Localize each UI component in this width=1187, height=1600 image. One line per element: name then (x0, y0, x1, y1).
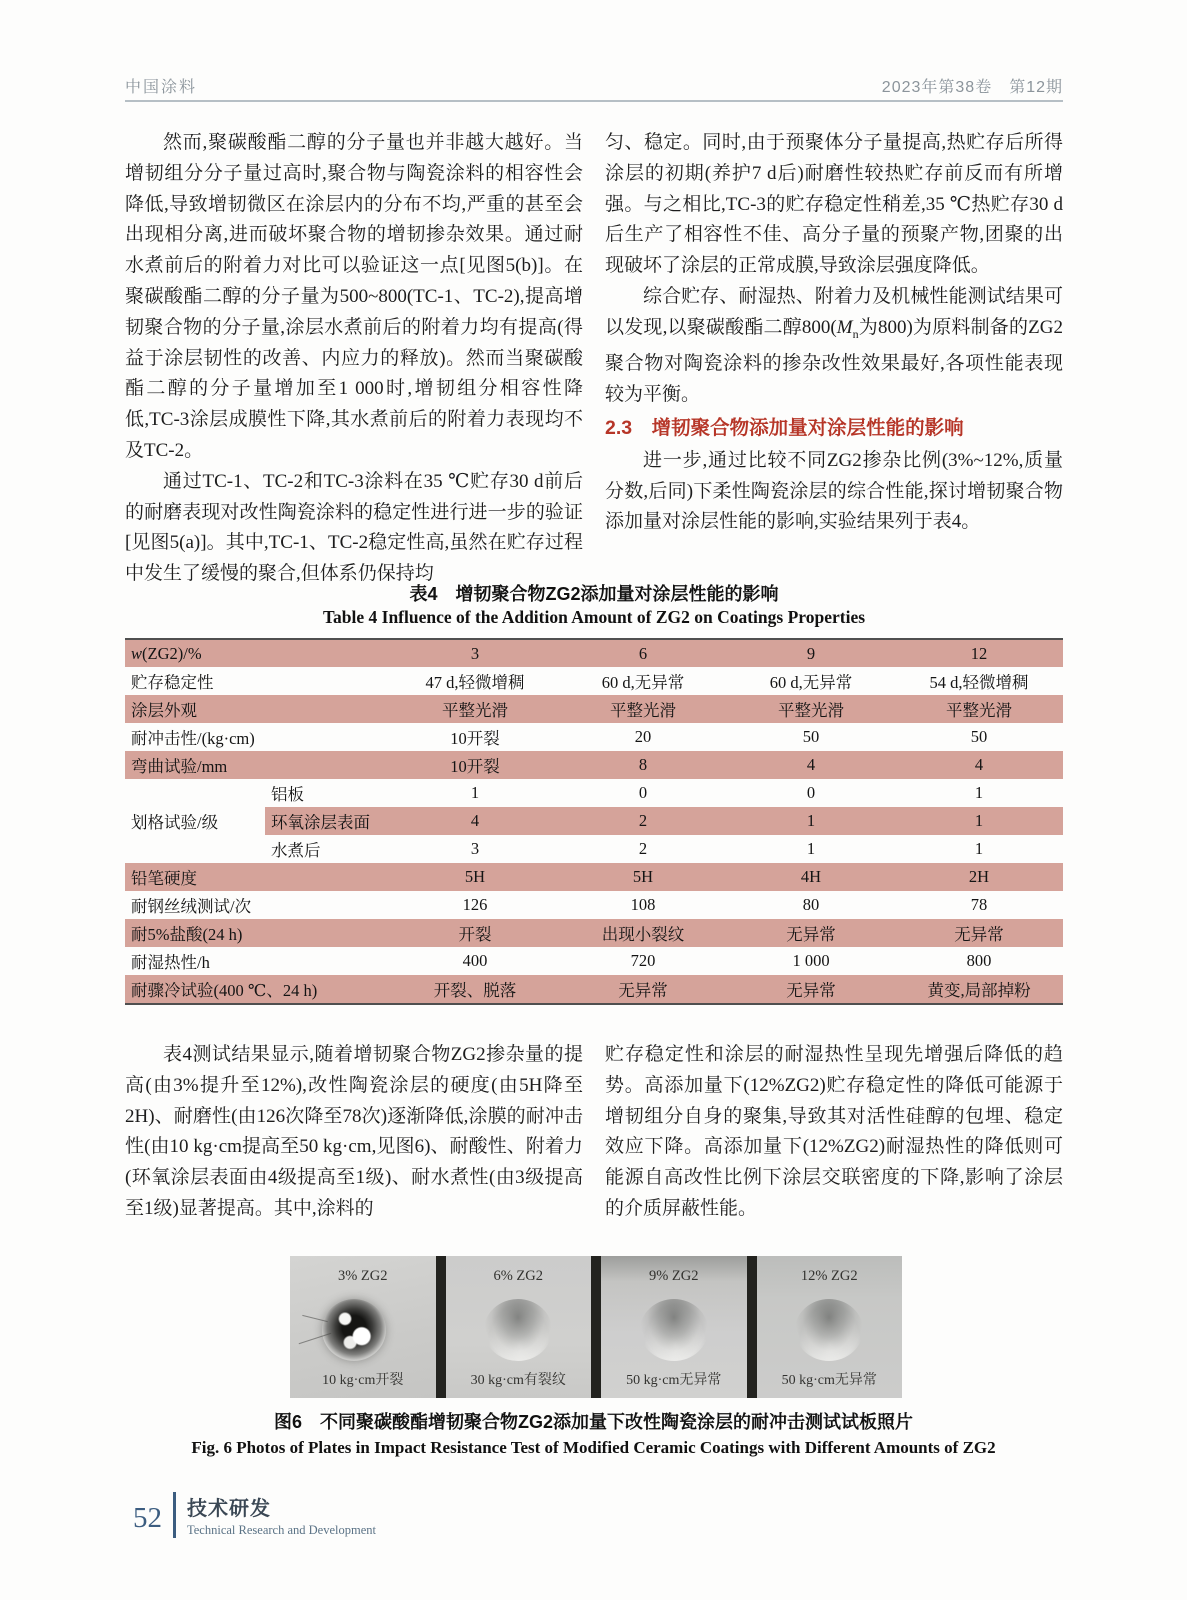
table-cell: 126 (462, 895, 488, 914)
paragraph (605, 282, 1063, 411)
paragraph-text: 为800)为原料制备的ZG2聚合物对陶瓷涂料的掺杂改性效果最好,各项性能表现较为平衡。 (605, 316, 1064, 406)
table-cell: 5H (391, 863, 559, 891)
journal-name: 中国涂料 (125, 79, 198, 96)
footer-section (187, 1492, 376, 1538)
table-cell: 1 (470, 783, 480, 802)
column-header: 12 (895, 639, 1063, 667)
table-cell: 80 (802, 895, 820, 914)
table-cell: 无异常 (559, 975, 727, 1004)
table-row-group-last (125, 835, 1063, 863)
table-cell: 50 (802, 727, 820, 746)
footer-divider-bar (173, 1492, 176, 1538)
paragraph: 进一步,通过比较不同ZG2掺杂比例(3%~12%,质量分数,后同)下柔性陶瓷涂层的综合性能,探讨增韧聚合物添加量对涂层性能的影响,实验结果列于表4。 (605, 449, 1063, 533)
table-cell: 78 (970, 895, 988, 914)
table-row (125, 751, 1063, 779)
paragraph: 通过TC-1、TC-2和TC-3涂料在35 ℃贮存30 d前后的耐磨表现对改性陶瓷涂料的稳定性进行进一步的验证[见图5(a)]。其中,TC-1、TC-2稳定性高,虽然在贮存过程中发生了缓慢的聚合,但体系仍保持均 (125, 470, 583, 585)
table-cell: 1 000 (792, 951, 830, 970)
impact-test-photo-panel-6pct (446, 1256, 592, 1398)
panel-bottom-label: 30 kg·cm有裂纹 (470, 1373, 566, 1388)
table-cell: 平整光滑 (559, 695, 727, 723)
table-cell: 720 (630, 951, 656, 970)
table-row (125, 975, 1063, 1004)
column-right (605, 1040, 1063, 1225)
molecular-weight-symbol: M (836, 316, 853, 338)
row-label: 弯曲试验/mm (125, 751, 391, 779)
page-footer (133, 1492, 376, 1538)
table-caption-en: Table 4 Influence of the Addition Amount of ZG2 on Coatings Properties (322, 607, 866, 627)
table-cell: 800 (966, 951, 992, 970)
figure-caption-cn: 图6 不同聚碳酸酯增韧聚合物ZG2添加量下改性陶瓷涂层的耐冲击测试试板照片 (273, 1412, 913, 1432)
table-header-row (125, 639, 1063, 667)
row-label: 铅笔硬度 (125, 863, 391, 891)
paragraph: 匀、稳定。同时,由于预聚体分子量提高,热贮存后所得涂层的初期(养护7 d后)耐磨性较热贮存前反而有所增强。与之相比,TC-3的贮存稳定性稍差,35 ℃热贮存30 d后生产了相容性不佳、高分子量的预聚产物,团聚的出现破坏了涂层的正常成膜,导致涂层强度降低。 (605, 132, 1063, 277)
table-row (125, 919, 1063, 947)
table-cell: 无异常 (727, 975, 895, 1004)
column-header: 3 (391, 639, 559, 667)
table-cell: 2H (895, 863, 1063, 891)
row-label: 耐钢丝绒测试/次 (131, 897, 252, 916)
table-cell: 4 (391, 807, 559, 835)
row-label: 贮存稳定性 (131, 673, 214, 692)
impact-test-photo-panel-3pct (290, 1256, 436, 1398)
section-heading-2-3: 2.3 增韧聚合物添加量对涂层性能的影响 (605, 416, 964, 439)
table-row (125, 863, 1063, 891)
table-row (125, 891, 1063, 919)
table-cell: 开裂 (391, 919, 559, 947)
table-cell: 2 (638, 839, 648, 858)
paragraph: 然而,聚碳酸酯二醇的分子量也并非越大越好。当增韧组分分子量过高时,聚合物与陶瓷涂料的相容性会降低,导致增韧微区在涂层内的分布不均,严重的甚至会出现相分离,进而破坏聚合物的增韧掺杂效果。通过耐水煮前后的附着力对比可以验证这一点[见图5(b)]。在聚碳酸酯二醇的分子量为500~800(TC-1、TC-2),提高增韧聚合物的分子量,涂层水煮前后的附着力均有提高(得益于涂层韧性的改善、内应力的释放)。然而当聚碳酸酯二醇的分子量增加至1 000时,增韧组分相容性降低,TC-3涂层成膜性下降,其水煮前后的附着力表现均不及TC-2。 (125, 132, 583, 461)
panel-bottom-label: 50 kg·cm无异常 (626, 1373, 722, 1388)
issue-info: 2023年第38卷 第12期 (881, 79, 1063, 96)
table-cell: 1 (727, 807, 895, 835)
table-cell: 4 (895, 751, 1063, 779)
table-cell: 60 d,无异常 (769, 673, 853, 692)
table-cell: 10开裂 (391, 751, 559, 779)
sub-row-label: 水煮后 (271, 841, 321, 860)
panel-top-label: 6% ZG2 (493, 1268, 544, 1284)
panel-top-label: 3% ZG2 (337, 1268, 388, 1284)
row-label: 涂层外观 (125, 695, 391, 723)
table-cell: 1 (974, 783, 984, 802)
impact-test-photo-panel-9pct (601, 1256, 747, 1398)
paragraph-text: 综合贮存、耐湿热、附着力及机械性能测试结果可以发现,以聚碳酸酯二醇800( (605, 285, 1063, 338)
table-cell: 400 (462, 951, 488, 970)
body-columns-lower (125, 1040, 1063, 1225)
table-row (125, 695, 1063, 723)
impact-dent (640, 1299, 708, 1361)
impact-dent (795, 1299, 863, 1361)
column-left (125, 128, 583, 590)
table-row (125, 667, 1063, 695)
table-cell: 1 (806, 839, 816, 858)
row-label: 耐冲击性/(kg·cm) (131, 729, 255, 748)
table-cell: 4H (727, 863, 895, 891)
column-right (605, 128, 1063, 590)
table-cell: 平整光滑 (895, 695, 1063, 723)
table-cell: 20 (634, 727, 652, 746)
table-cell: 0 (806, 783, 816, 802)
impact-test-photo-panel-12pct (757, 1256, 903, 1398)
header-label-rest: (ZG2)/% (142, 643, 202, 663)
table-caption-cn: 表4 增韧聚合物ZG2添加量对涂层性能的影响 (409, 584, 779, 604)
table-cell: 3 (470, 839, 480, 858)
table-4-coating-properties (125, 638, 1063, 1005)
table-cell: 平整光滑 (727, 695, 895, 723)
header-w-symbol: w (131, 643, 143, 663)
footer-section-en: Technical Research and Development (187, 1523, 376, 1537)
table-cell: 1 (895, 807, 1063, 835)
table-row-group-first (125, 779, 1063, 807)
table-cell: 0 (638, 783, 648, 802)
group-row-label: 划格试验/级 (125, 779, 265, 863)
column-header: 9 (727, 639, 895, 667)
impact-crater (322, 1299, 386, 1361)
body-columns-upper (125, 128, 1063, 590)
paragraph: 贮存稳定性和涂层的耐湿热性呈现先增强后降低的趋势。高添加量下(12%ZG2)贮存稳定性的降低可能源于增韧组分自身的聚集,导致其对活性硅醇的包埋、稳定效应下降。高添加量下(12%ZG2)耐湿热性的降低则可能源自高改性比例下涂层交联密度的下降,影响了涂层的介质屏蔽性能。 (605, 1044, 1063, 1219)
table-cell: 47 d,轻微增稠 (425, 673, 525, 692)
table-cell: 出现小裂纹 (559, 919, 727, 947)
molecular-weight-subscript: n (852, 326, 859, 341)
table-cell: 无异常 (727, 919, 895, 947)
table-cell: 50 (970, 727, 988, 746)
row-label: 耐5%盐酸(24 h) (125, 919, 391, 947)
footer-section-cn: 技术研发 (187, 1498, 271, 1520)
column-left (125, 1040, 583, 1225)
table-cell: 黄变,局部掉粉 (895, 975, 1063, 1004)
panel-bottom-label: 10 kg·cm开裂 (322, 1373, 404, 1388)
table-cell: 2 (559, 807, 727, 835)
table-cell: 54 d,轻微增稠 (929, 673, 1029, 692)
table-cell: 10开裂 (450, 729, 500, 748)
panel-bottom-label: 50 kg·cm无异常 (781, 1373, 877, 1388)
table-header-label (125, 639, 391, 667)
panel-top-label: 9% ZG2 (648, 1268, 699, 1284)
table-cell: 无异常 (895, 919, 1063, 947)
paragraph: 表4测试结果显示,随着增韧聚合物ZG2掺杂量的提高(由3%提升至12%),改性陶瓷涂层的硬度(由5H降至2H)、耐磨性(由126次降至78次)逐渐降低,涂膜的耐冲击性(由10 kg·cm提高至50 kg·cm,见图6)、耐酸性、附着力(环氧涂层表面由4级提高至1级)、耐水煮性(由3级提高至1级)显著提高。其中,涂料的 (125, 1044, 583, 1219)
figure-photo-strip (290, 1256, 902, 1398)
figure-caption-en: Fig. 6 Photos of Plates in Impact Resistance Test of Modified Ceramic Coatings with Different Amounts of ZG2 (191, 1438, 996, 1457)
table-cell: 平整光滑 (391, 695, 559, 723)
table-cell: 8 (559, 751, 727, 779)
table-cell: 108 (630, 895, 656, 914)
panel-top-label: 12% ZG2 (800, 1268, 858, 1284)
sub-row-label: 铝板 (271, 785, 304, 804)
impact-dent (484, 1299, 552, 1361)
table-row-group-mid (125, 807, 1063, 835)
table-cell: 60 d,无异常 (601, 673, 685, 692)
table-row (125, 947, 1063, 975)
sub-row-label: 环氧涂层表面 (265, 807, 391, 835)
header-divider (125, 100, 1063, 102)
page-header (125, 74, 1063, 97)
table-cell: 4 (727, 751, 895, 779)
table-row (125, 723, 1063, 751)
row-label: 耐湿热性/h (131, 953, 210, 972)
row-label: 耐骤冷试验(400 ℃、24 h) (125, 975, 391, 1004)
table-cell: 5H (559, 863, 727, 891)
table-cell: 1 (974, 839, 984, 858)
table-cell: 开裂、脱落 (391, 975, 559, 1004)
column-header: 6 (559, 639, 727, 667)
page-number: 52 (133, 1501, 162, 1534)
